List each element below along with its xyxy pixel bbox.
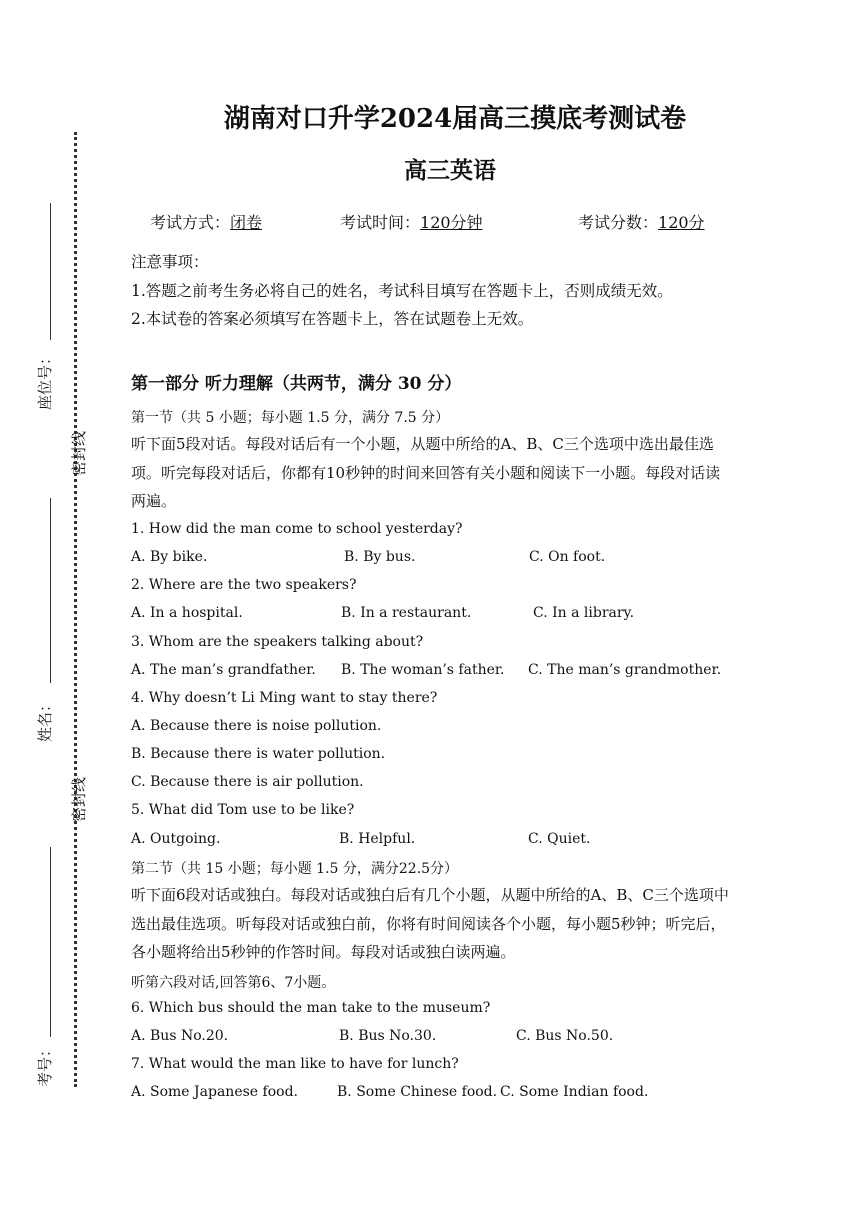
q3-option-b: B. The woman’s father. bbox=[341, 662, 505, 678]
section1-heading: 第一节（共 5 小题；每小题 1.5 分，满分 7.5 分） bbox=[131, 410, 450, 426]
notice-heading: 注意事项： bbox=[131, 253, 209, 271]
seal-label-2: 密封线 bbox=[70, 776, 88, 822]
name-label: 姓名： bbox=[36, 696, 54, 742]
notice-item-2: 2.本试卷的答案必须填写在答题卡上，答在试题卷上无效。 bbox=[131, 310, 534, 328]
seat-label: 座位号： bbox=[36, 349, 54, 410]
q4-stem: 4. Why doesn’t Li Ming want to stay there? bbox=[131, 690, 438, 706]
name-write-line bbox=[50, 498, 51, 683]
q3-option-c: C. The man’s grandmother. bbox=[528, 662, 722, 678]
q2-option-a: A. In a hospital. bbox=[131, 605, 243, 621]
q7-stem: 7. What would the man like to have for lunch? bbox=[131, 1056, 459, 1072]
q1-stem: 1. How did the man come to school yesterday? bbox=[131, 521, 463, 537]
seal-label-1: 密封线 bbox=[70, 430, 88, 476]
q1-option-b: B. By bus. bbox=[344, 549, 416, 565]
notice-item-1: 1.答题之前考生务必将自己的姓名，考试科目填写在答题卡上，否则成绩无效。 bbox=[131, 282, 673, 300]
q5-option-a: A. Outgoing. bbox=[131, 831, 221, 847]
q5-option-c: C. Quiet. bbox=[528, 831, 591, 847]
q2-option-c: C. In a library. bbox=[533, 605, 635, 621]
q7-option-c: C. Some Indian food. bbox=[500, 1084, 649, 1100]
q1-option-c: C. On foot. bbox=[529, 549, 606, 565]
exam-mode-label: 考试方式： bbox=[150, 213, 231, 232]
binding-dotted-line bbox=[74, 132, 77, 1087]
exam-no-label: 考号： bbox=[36, 1041, 54, 1087]
exam-score-label: 考试分数： bbox=[578, 213, 659, 232]
q3-stem: 3. Whom are the speakers talking about? bbox=[131, 634, 424, 650]
q2-option-b: B. In a restaurant. bbox=[341, 605, 472, 621]
q6-stem: 6. Which bus should the man take to the museum? bbox=[131, 1000, 491, 1016]
exam-no-write-line bbox=[50, 847, 51, 1037]
q1-option-a: A. By bike. bbox=[131, 549, 208, 565]
section2-instructions: 听下面6段对话或独白。每段对话或独白后有几个小题，从题中所给的A、B、C三个选项中选出最佳选项。听每段对话或独白前，你将有时间阅读各个小题，每小题5秒钟；听完后，各小题将给出5秒钟的作答时间。每段对话或独白读两遍。 bbox=[131, 886, 729, 961]
q2-stem: 2. Where are the two speakers? bbox=[131, 577, 357, 593]
q4-option-a: A. Because there is noise pollution. bbox=[131, 718, 382, 734]
q4-option-c: C. Because there is air pollution. bbox=[131, 774, 364, 790]
exam-time-value: 120分钟 bbox=[420, 213, 483, 232]
exam-time-label: 考试时间： bbox=[340, 213, 421, 232]
q4-option-b: B. Because there is water pollution. bbox=[131, 746, 386, 762]
section2-heading: 第二节（共 15 小题；每小题 1.5 分，满分22.5分） bbox=[131, 861, 459, 877]
q3-option-a: A. The man’s grandfather. bbox=[131, 662, 316, 678]
q7-option-a: A. Some Japanese food. bbox=[131, 1084, 298, 1100]
q7-option-b: B. Some Chinese food. bbox=[337, 1084, 498, 1100]
seat-write-line bbox=[50, 203, 51, 340]
q5-option-b: B. Helpful. bbox=[339, 831, 416, 847]
page-title: 湖南对口升学2024届高三摸底考测试卷 bbox=[223, 104, 687, 134]
q6-option-a: A. Bus No.20. bbox=[131, 1028, 229, 1044]
exam-mode-value: 闭卷 bbox=[230, 213, 263, 232]
part1-heading: 第一部分 听力理解（共两节，满分 30 分） bbox=[131, 374, 462, 394]
q6-option-c: C. Bus No.50. bbox=[516, 1028, 614, 1044]
exam-score-value: 120分 bbox=[658, 213, 705, 232]
dialog6-note: 听第六段对话,回答第6、7小题。 bbox=[131, 975, 336, 991]
exam-score bbox=[578, 210, 705, 233]
exam-time bbox=[340, 210, 483, 233]
page-subtitle: 高三英语 bbox=[404, 157, 496, 184]
q5-stem: 5. What did Tom use to be like? bbox=[131, 802, 355, 818]
section1-instructions: 听下面5段对话。每段对话后有一个小题，从题中所给的A、B、C三个选项中选出最佳选项。听完每段对话后，你都有10秒钟的时间来回答有关小题和阅读下一小题。每段对话读两遍。 bbox=[131, 435, 721, 510]
exam-mode bbox=[150, 210, 262, 233]
q6-option-b: B. Bus No.30. bbox=[339, 1028, 437, 1044]
